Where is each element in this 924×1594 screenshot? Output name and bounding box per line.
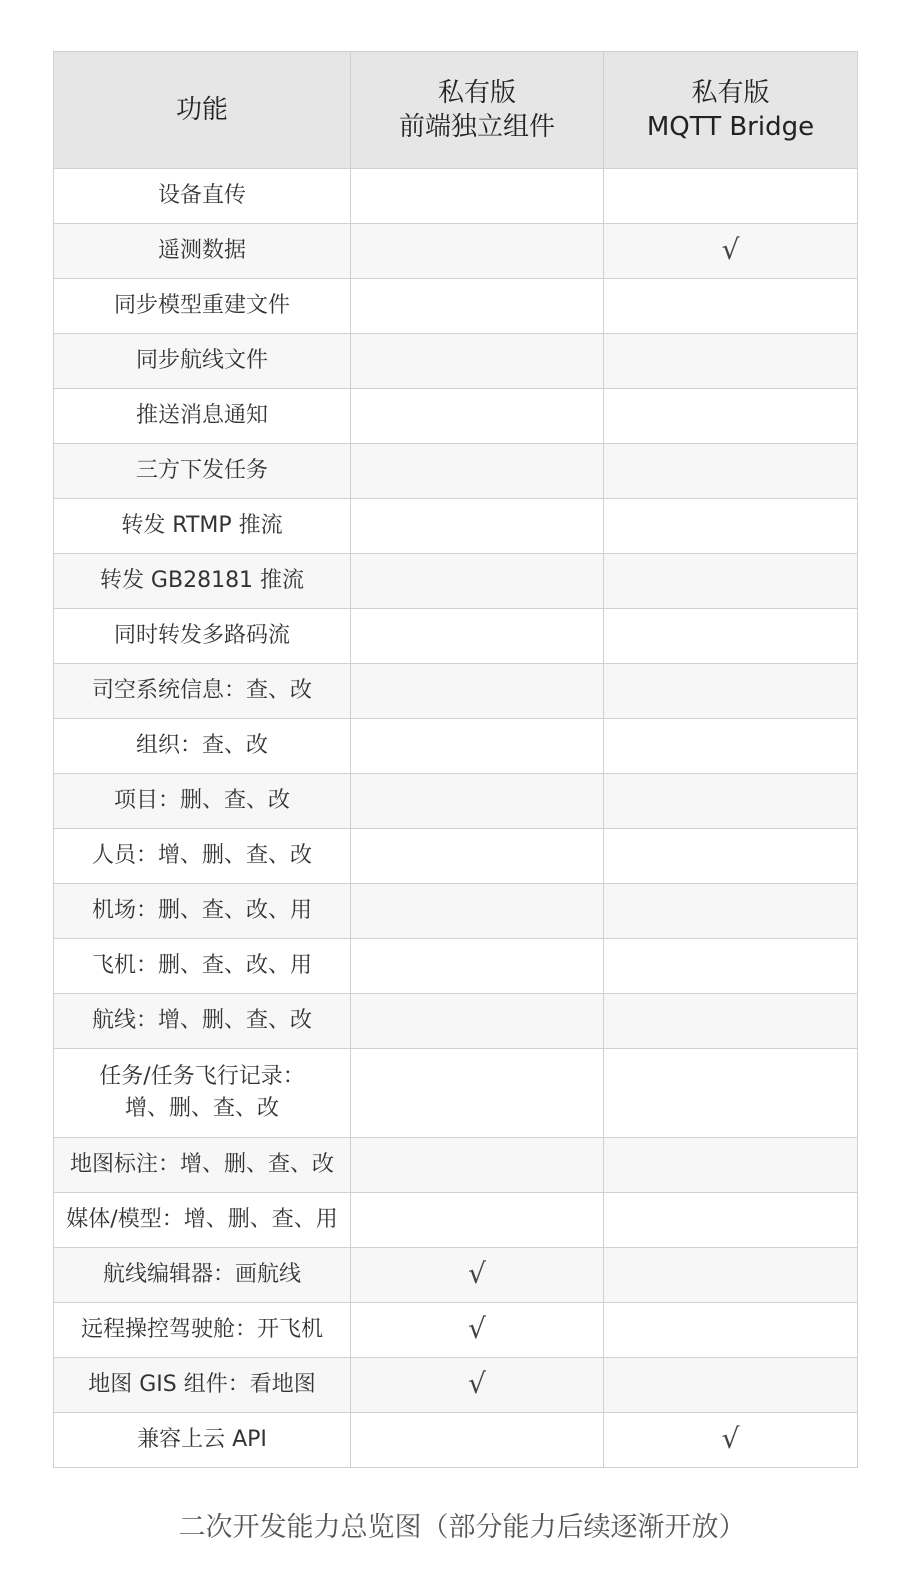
- frontend-support-cell: [351, 994, 604, 1049]
- feature-label: 兼容上云 API: [137, 1427, 267, 1452]
- header-line: 功能: [175, 95, 228, 125]
- feature-label: 媒体/模型：增、删、查、用: [66, 1207, 338, 1232]
- table-row: [54, 939, 858, 994]
- mqtt-support-cell: [604, 389, 858, 444]
- feature-label: 机场：删、查、改、用: [91, 898, 312, 923]
- frontend-support-cell: [351, 939, 604, 994]
- mqtt-support-cell: [604, 279, 858, 334]
- feature-cell: [54, 224, 351, 279]
- feature-label: 同时转发多路码流: [113, 623, 290, 648]
- table-row: [54, 499, 858, 554]
- mqtt-support-cell: [604, 1138, 858, 1193]
- table-row: [54, 1138, 858, 1193]
- frontend-support-cell: [351, 499, 604, 554]
- mqtt-support-cell: [604, 1049, 858, 1138]
- feature-label: 飞机：删、查、改、用: [91, 953, 312, 978]
- feature-label: 司空系统信息：查、改: [91, 678, 312, 703]
- header-mqtt-bridge: [604, 52, 858, 169]
- mqtt-support-cell: [604, 609, 858, 664]
- feature-cell: [54, 774, 351, 829]
- feature-label: 地图标注：增、删、查、改: [69, 1152, 334, 1177]
- feature-label: 增、删、查、改: [124, 1096, 279, 1121]
- feature-cell: [54, 664, 351, 719]
- mqtt-support-cell: [604, 994, 858, 1049]
- frontend-support-cell: [351, 389, 604, 444]
- frontend-support-cell: [351, 224, 604, 279]
- header-row: [54, 52, 858, 169]
- feature-cell: [54, 389, 351, 444]
- mqtt-support-cell: [604, 1358, 858, 1413]
- feature-label: 组织：查、改: [135, 733, 268, 758]
- table-row: [54, 719, 858, 774]
- feature-cell: [54, 169, 351, 224]
- mqtt-support-cell: [604, 829, 858, 884]
- frontend-support-cell: [351, 334, 604, 389]
- feature-cell: [54, 554, 351, 609]
- table-row: [54, 389, 858, 444]
- frontend-support-cell: [351, 1413, 604, 1468]
- mqtt-support-cell: [604, 1193, 858, 1248]
- table-header: [54, 52, 858, 169]
- frontend-support-cell: [351, 664, 604, 719]
- feature-label: 遥测数据: [157, 238, 246, 263]
- mqtt-support-cell: [604, 334, 858, 389]
- frontend-support-cell: [351, 279, 604, 334]
- feature-cell: [54, 1248, 351, 1303]
- frontend-support-cell: [351, 719, 604, 774]
- header-line: 私有版: [437, 78, 516, 108]
- feature-cell: [54, 1138, 351, 1193]
- feature-label: 转发 RTMP 推流: [121, 513, 283, 538]
- frontend-support-cell: [351, 169, 604, 224]
- header-line: 前端独立组件: [398, 112, 555, 142]
- checkmark-icon: √: [468, 1256, 486, 1290]
- feature-cell: [54, 884, 351, 939]
- mqtt-support-cell: [604, 224, 858, 279]
- table-row: [54, 224, 858, 279]
- feature-label: 航线编辑器：画航线: [102, 1262, 301, 1287]
- frontend-support-cell: [351, 1303, 604, 1358]
- frontend-support-cell: [351, 1248, 604, 1303]
- frontend-support-cell: [351, 774, 604, 829]
- frontend-support-cell: [351, 1138, 604, 1193]
- frontend-support-cell: [351, 1358, 604, 1413]
- mqtt-support-cell: [604, 884, 858, 939]
- feature-label: 同步航线文件: [135, 348, 268, 373]
- feature-cell: [54, 334, 351, 389]
- header-line: MQTT Bridge: [646, 112, 815, 142]
- frontend-support-cell: [351, 884, 604, 939]
- mqtt-support-cell: [604, 1303, 858, 1358]
- feature-cell: [54, 1049, 351, 1138]
- feature-label: 推送消息通知: [135, 403, 268, 428]
- table-row: [54, 334, 858, 389]
- table-row: [54, 994, 858, 1049]
- feature-comparison-table-wrap: [53, 51, 857, 1468]
- checkmark-icon: √: [721, 1421, 740, 1455]
- mqtt-support-cell: [604, 939, 858, 994]
- feature-label: 同步模型重建文件: [113, 293, 290, 318]
- feature-label: 地图 GIS 组件：看地图: [88, 1372, 316, 1397]
- header-frontend-component: [351, 52, 604, 169]
- table-row: [54, 774, 858, 829]
- frontend-support-cell: [351, 1193, 604, 1248]
- frontend-support-cell: [351, 554, 604, 609]
- mqtt-support-cell: [604, 554, 858, 609]
- feature-label: 转发 GB28181 推流: [99, 568, 305, 593]
- feature-cell: [54, 1413, 351, 1468]
- table-row: [54, 279, 858, 334]
- table-row: [54, 169, 858, 224]
- feature-comparison-table: [53, 51, 858, 1468]
- frontend-support-cell: [351, 609, 604, 664]
- feature-label: 设备直传: [157, 183, 246, 208]
- mqtt-support-cell: [604, 774, 858, 829]
- feature-label: 航线：增、删、查、改: [91, 1008, 312, 1033]
- feature-cell: [54, 829, 351, 884]
- table-row: [54, 1303, 858, 1358]
- mqtt-support-cell: [604, 719, 858, 774]
- feature-cell: [54, 1193, 351, 1248]
- feature-label: 人员：增、删、查、改: [91, 843, 312, 868]
- table-row: [54, 609, 858, 664]
- table-body: [54, 169, 858, 1468]
- frontend-support-cell: [351, 829, 604, 884]
- feature-cell: [54, 719, 351, 774]
- feature-label: 远程操控驾驶舱：开飞机: [80, 1317, 323, 1342]
- table-row: [54, 1049, 858, 1138]
- mqtt-support-cell: [604, 444, 858, 499]
- feature-cell: [54, 994, 351, 1049]
- table-row: [54, 1358, 858, 1413]
- table-row: [54, 1193, 858, 1248]
- checkmark-icon: √: [721, 232, 740, 266]
- feature-cell: [54, 1358, 351, 1413]
- feature-label: 任务/任务飞行记录：: [99, 1064, 305, 1089]
- feature-cell: [54, 499, 351, 554]
- mqtt-support-cell: [604, 499, 858, 554]
- checkmark-icon: √: [468, 1311, 486, 1345]
- figure-caption: 二次开发能力总览图（部分能力后续逐渐开放）: [178, 1512, 746, 1543]
- mqtt-support-cell: [604, 169, 858, 224]
- checkmark-icon: √: [468, 1366, 486, 1400]
- feature-cell: [54, 279, 351, 334]
- feature-cell: [54, 939, 351, 994]
- table-row: [54, 829, 858, 884]
- feature-cell: [54, 609, 351, 664]
- feature-label: 三方下发任务: [135, 458, 268, 483]
- frontend-support-cell: [351, 444, 604, 499]
- header-feature: [54, 52, 351, 169]
- feature-cell: [54, 1303, 351, 1358]
- frontend-support-cell: [351, 1049, 604, 1138]
- table-row: [54, 1248, 858, 1303]
- mqtt-support-cell: [604, 1248, 858, 1303]
- table-row: [54, 884, 858, 939]
- feature-label: 项目：删、查、改: [113, 788, 290, 813]
- mqtt-support-cell: [604, 1413, 858, 1468]
- table-row: [54, 554, 858, 609]
- table-row: [54, 664, 858, 719]
- feature-cell: [54, 444, 351, 499]
- header-line: 私有版: [691, 78, 770, 108]
- table-row: [54, 1413, 858, 1468]
- table-row: [54, 444, 858, 499]
- mqtt-support-cell: [604, 664, 858, 719]
